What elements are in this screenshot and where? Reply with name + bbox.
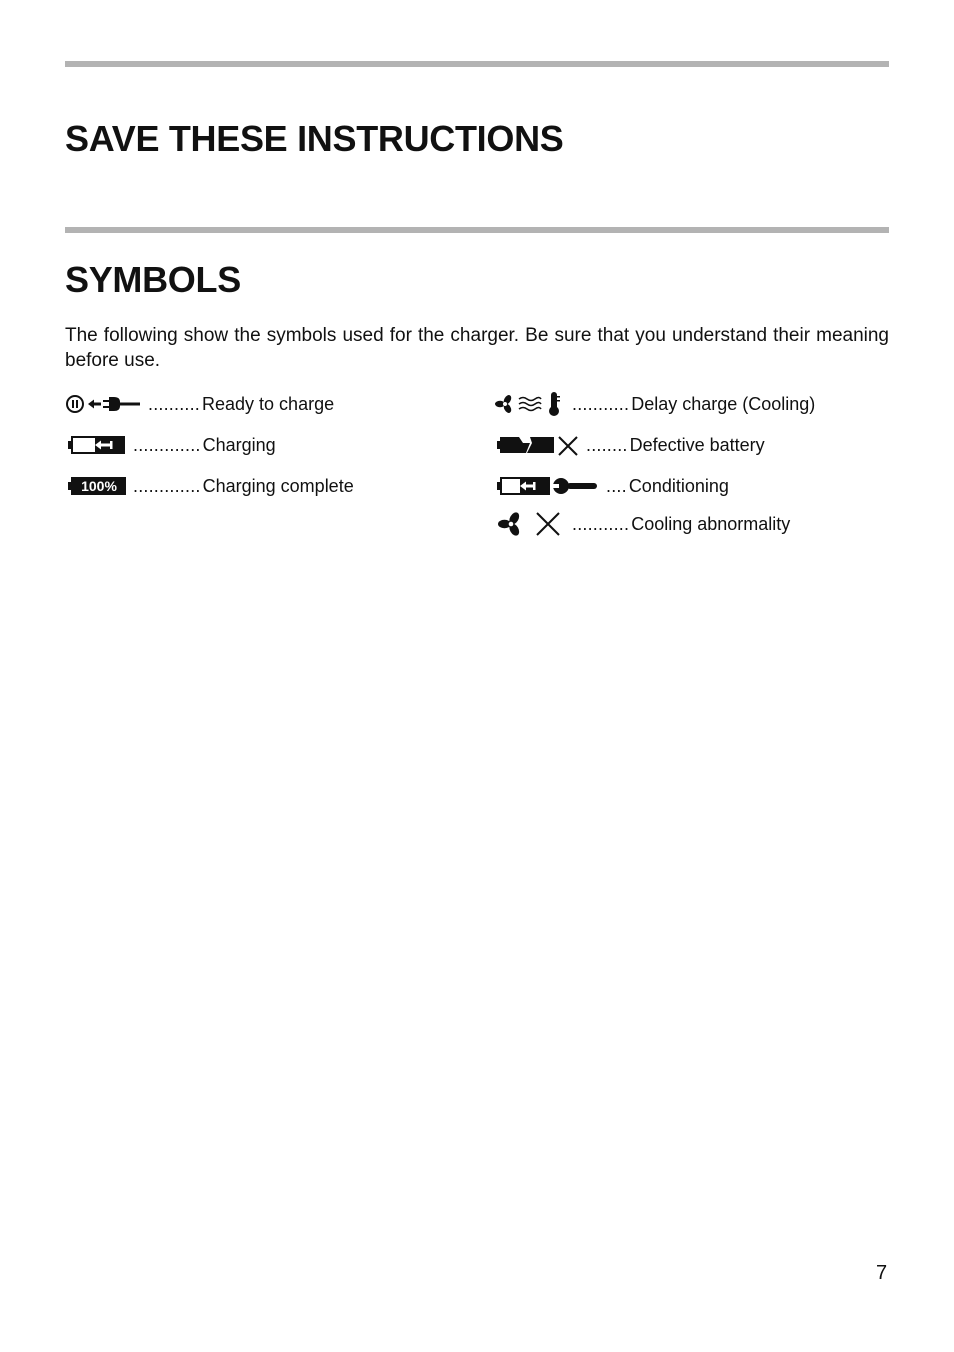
symbol-label: Delay charge (Cooling) — [631, 393, 816, 414]
charging-icon — [65, 433, 127, 457]
ready-to-charge-icon — [65, 391, 142, 417]
symbol-defective-battery — [494, 431, 765, 459]
leader-dots: .... — [606, 475, 627, 496]
symbols-intro-text: The following show the symbols used for the charger. Be sure that you understand their meaning before use. — [65, 325, 889, 371]
symbol-ready-to-charge — [65, 390, 334, 418]
top-divider-rule — [65, 61, 889, 67]
charging-complete-icon — [65, 474, 127, 498]
symbol-label: Conditioning — [628, 475, 729, 496]
symbol-cooling-abnormality — [494, 510, 790, 538]
symbol-label: Charging — [202, 434, 276, 455]
delay-charge-cooling-icon — [494, 390, 566, 418]
symbol-label: Defective battery — [629, 434, 765, 455]
leader-dots: ........... — [572, 393, 630, 414]
symbol-label: Ready to charge — [202, 393, 335, 414]
symbol-label: Cooling abnormality — [631, 513, 791, 534]
charging-complete-icon-text: 100% — [81, 478, 117, 494]
symbol-charging — [65, 431, 276, 459]
leader-dots: ............. — [133, 475, 201, 496]
symbol-charging-complete — [65, 472, 354, 500]
cooling-abnormality-icon — [494, 509, 566, 539]
defective-battery-icon — [494, 432, 580, 458]
symbols-heading: SYMBOLS — [65, 259, 241, 300]
symbols-divider-rule — [65, 227, 889, 233]
page-number: 7 — [876, 1262, 888, 1284]
symbol-conditioning — [494, 472, 729, 500]
leader-dots: ........ — [586, 434, 628, 455]
symbol-delay-charge-cooling — [494, 390, 815, 418]
leader-dots: ............. — [133, 434, 201, 455]
leader-dots: .......... — [148, 393, 201, 414]
save-instructions-heading: SAVE THESE INSTRUCTIONS — [65, 118, 564, 159]
conditioning-icon — [494, 473, 600, 499]
symbol-label: Charging complete — [202, 475, 354, 496]
leader-dots: ........... — [572, 513, 630, 534]
